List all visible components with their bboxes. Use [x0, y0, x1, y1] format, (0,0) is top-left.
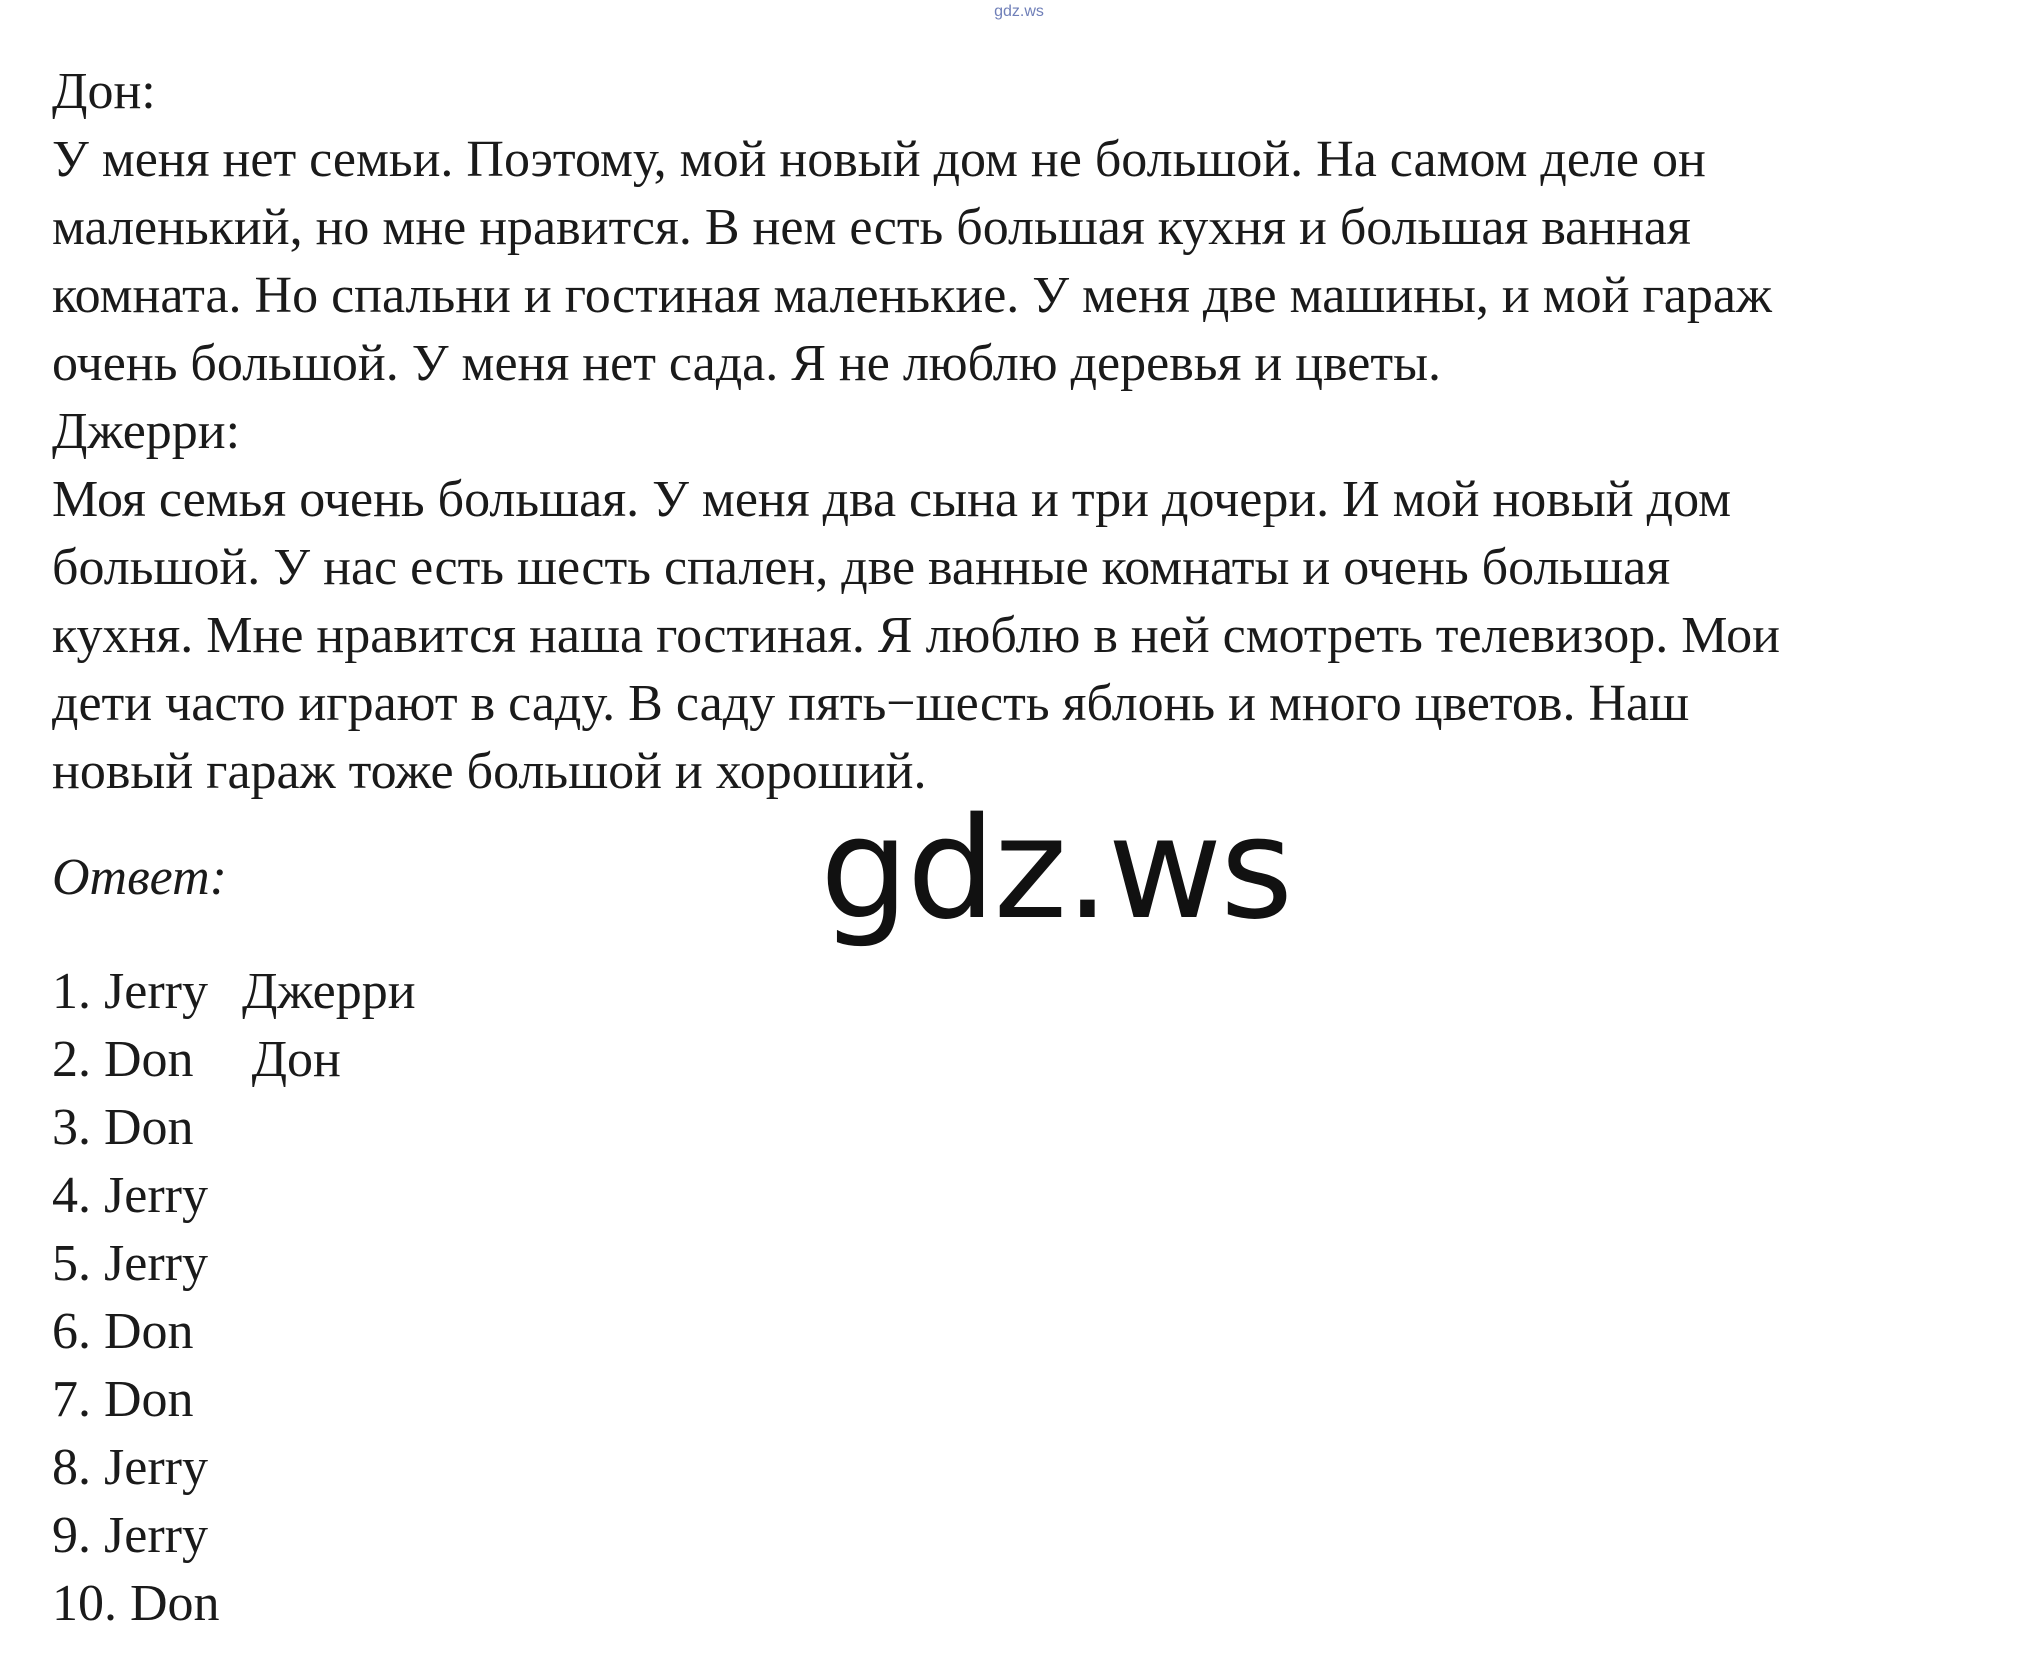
top-watermark: gdz.ws: [994, 3, 1044, 20]
speaker-label-don: Дон:: [52, 63, 156, 120]
answer-text: 5. Jerry: [52, 1235, 208, 1292]
story-line: комната. Но спальни и гостиная маленькие. У меня две машины, и мой гараж: [52, 267, 1772, 324]
answer-text: 7. Don: [52, 1371, 194, 1428]
answer-text: 9. Jerry: [52, 1507, 208, 1564]
story-line: дети часто играют в саду. В саду пять−шесть яблонь и много цветов. Наш: [52, 675, 1690, 732]
answer-text: 8. Jerry: [52, 1439, 208, 1496]
answer-item: [52, 1366, 416, 1434]
answer-item: [52, 1230, 416, 1298]
answer-note: Дон: [251, 1031, 341, 1088]
story-text: [52, 58, 2012, 806]
answer-item: [52, 1570, 416, 1638]
answer-text: 1. Jerry: [52, 963, 208, 1020]
answer-list: [52, 958, 416, 1638]
story-line: новый гараж тоже большой и хороший.: [52, 743, 927, 800]
answer-heading: Ответ:: [52, 849, 227, 906]
answer-text: 2. Don: [52, 1031, 194, 1088]
answer-note: Джерри: [241, 963, 416, 1020]
answer-text: 6. Don: [52, 1303, 194, 1360]
answer-item: [52, 958, 416, 1026]
story-line: кухня. Мне нравится наша гостиная. Я люблю в ней смотреть телевизор. Мои: [52, 607, 1781, 664]
answer-text: 4. Jerry: [52, 1167, 208, 1224]
answer-item: [52, 1502, 416, 1570]
answer-item: [52, 1094, 416, 1162]
story-line: Моя семья очень большая. У меня два сына и три дочери. И мой новый дом: [52, 471, 1731, 528]
story-line: У меня нет семьи. Поэтому, мой новый дом не большой. На самом деле он: [52, 131, 1706, 188]
answer-item: [52, 1298, 416, 1366]
answer-text: 3. Don: [52, 1099, 194, 1156]
answer-item: [52, 1026, 416, 1094]
site-watermark: gdz.ws: [820, 788, 1292, 951]
answer-text: 10. Don: [52, 1575, 220, 1632]
answer-item: [52, 1162, 416, 1230]
story-line: очень большой. У меня нет сада. Я не люблю деревья и цветы.: [52, 335, 1442, 392]
speaker-label-jerry: Джерри:: [52, 403, 241, 460]
answer-item: [52, 1434, 416, 1502]
story-line: большой. У нас есть шесть спален, две ванные комнаты и очень большая: [52, 539, 1671, 596]
story-line: маленький, но мне нравится. В нем есть большая кухня и большая ванная: [52, 199, 1691, 256]
